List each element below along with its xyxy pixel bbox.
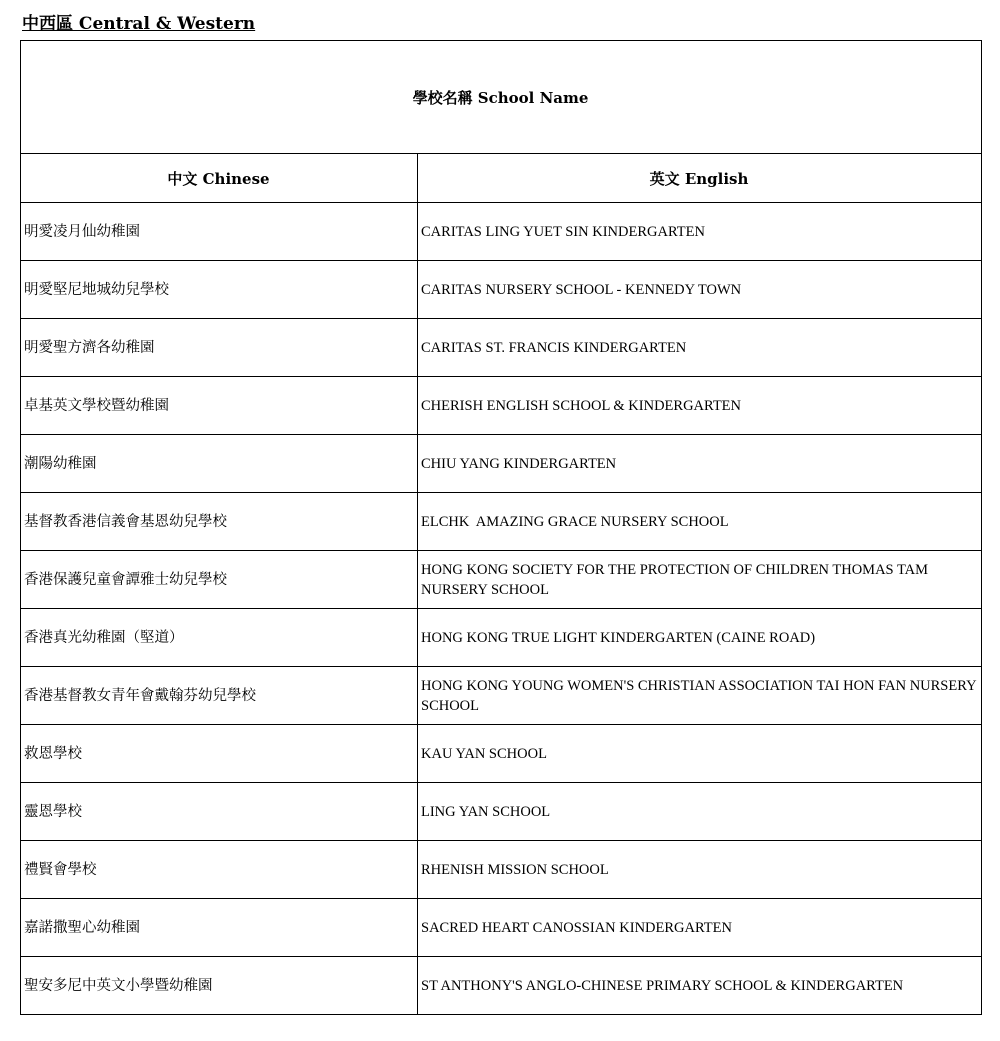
table-row: [21, 203, 982, 261]
chinese-name-cell: 香港保護兒童會譚雅士幼兒學校: [21, 551, 418, 609]
chinese-name-cell: 潮陽幼稚園: [21, 435, 418, 493]
english-name-cell: CARITAS ST. FRANCIS KINDERGARTEN: [418, 319, 982, 377]
chinese-name-cell: 明愛堅尼地城幼兒學校: [21, 261, 418, 319]
english-name-cell: ELCHK AMAZING GRACE NURSERY SCHOOL: [418, 493, 982, 551]
school-name-header: 學校名稱 School Name: [21, 41, 982, 154]
table-row: [21, 667, 982, 725]
table-row: [21, 841, 982, 899]
chinese-name-cell: 明愛聖方濟各幼稚園: [21, 319, 418, 377]
table-row: [21, 899, 982, 957]
english-name-cell: CARITAS LING YUET SIN KINDERGARTEN: [418, 203, 982, 261]
english-name-cell: RHENISH MISSION SCHOOL: [418, 841, 982, 899]
chinese-name-cell: 靈恩學校: [21, 783, 418, 841]
english-name-cell: KAU YAN SCHOOL: [418, 725, 982, 783]
table-row: [21, 725, 982, 783]
english-name-cell: CARITAS NURSERY SCHOOL - KENNEDY TOWN: [418, 261, 982, 319]
district-title: 中西區 Central & Western: [22, 14, 256, 34]
chinese-name-cell: 卓基英文學校暨幼稚園: [21, 377, 418, 435]
chinese-name-cell: 救恩學校: [21, 725, 418, 783]
english-name-cell: CHERISH ENGLISH SCHOOL & KINDERGARTEN: [418, 377, 982, 435]
english-column-header: 英文 English: [418, 154, 982, 203]
table-row: [21, 783, 982, 841]
table-row: [21, 319, 982, 377]
table-row: [21, 551, 982, 609]
table-row: [21, 957, 982, 1015]
chinese-name-cell: 香港基督教女青年會戴翰芬幼兒學校: [21, 667, 418, 725]
english-name-cell: HONG KONG TRUE LIGHT KINDERGARTEN (CAINE ROAD): [418, 609, 982, 667]
chinese-name-cell: 基督教香港信義會基恩幼兒學校: [21, 493, 418, 551]
english-name-cell: CHIU YANG KINDERGARTEN: [418, 435, 982, 493]
english-name-cell: ST ANTHONY'S ANGLO-CHINESE PRIMARY SCHOOL & KINDERGARTEN: [418, 957, 982, 1015]
chinese-name-cell: 明愛凌月仙幼稚園: [21, 203, 418, 261]
chinese-name-cell: 香港真光幼稚園（堅道）: [21, 609, 418, 667]
chinese-name-cell: 聖安多尼中英文小學暨幼稚園: [21, 957, 418, 1015]
table-row: [21, 609, 982, 667]
english-name-cell: LING YAN SCHOOL: [418, 783, 982, 841]
chinese-column-header: 中文 Chinese: [21, 154, 418, 203]
english-name-cell: SACRED HEART CANOSSIAN KINDERGARTEN: [418, 899, 982, 957]
table-row: [21, 435, 982, 493]
school-table: [20, 40, 982, 1015]
chinese-name-cell: 嘉諾撒聖心幼稚園: [21, 899, 418, 957]
table-row: [21, 261, 982, 319]
table-row: [21, 377, 982, 435]
table-row: [21, 493, 982, 551]
chinese-name-cell: 禮賢會學校: [21, 841, 418, 899]
english-name-cell: HONG KONG YOUNG WOMEN'S CHRISTIAN ASSOCIATION TAI HON FAN NURSERY SCHOOL: [418, 667, 982, 725]
english-name-cell: HONG KONG SOCIETY FOR THE PROTECTION OF CHILDREN THOMAS TAM NURSERY SCHOOL: [418, 551, 982, 609]
